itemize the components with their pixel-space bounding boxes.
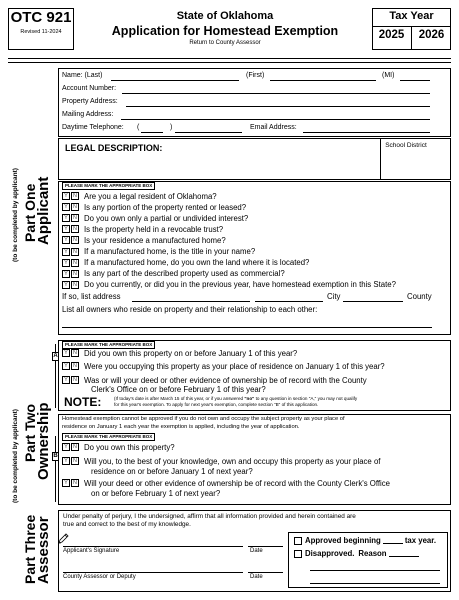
approved-tail: tax year. — [404, 536, 437, 545]
name-mi-field[interactable] — [400, 80, 430, 81]
part-three-title: Part Three — [22, 514, 38, 584]
b-q3-text-cont: on or before February 1 of next year? — [91, 489, 221, 498]
question-text: Is any portion of the property rented or leased? — [84, 202, 247, 212]
part-one-question — [62, 235, 226, 245]
form-id: OTC 921 — [10, 9, 72, 26]
assessor-date-label: Date — [250, 574, 263, 580]
phone-label: Daytime Telephone: — [62, 124, 124, 131]
b-q2-text-cont: residence on or before January 1 of next year? — [91, 467, 253, 476]
assessor-signature-field[interactable] — [63, 572, 243, 573]
b-intro-1: Homestead exemption cannot be approved if you do not own and occupy the subject property as your place of — [62, 416, 345, 422]
note-text-1b: to any question in section "A," you may not qualify — [254, 396, 358, 401]
if-so-label: If so, list address — [62, 292, 121, 301]
part-one-title: Part One — [22, 183, 38, 242]
name-first-field[interactable] — [270, 80, 376, 81]
question-yes-box[interactable]: Y — [62, 259, 70, 267]
question-text: If a manufactured home, is the title in your name? — [84, 247, 256, 256]
part-one-question — [62, 213, 248, 223]
question-yes-box[interactable]: Y — [62, 192, 70, 200]
disapproved-checkbox[interactable] — [294, 550, 302, 558]
question-yes-box[interactable]: Y — [62, 281, 70, 289]
property-address-label: Property Address: — [62, 98, 118, 105]
b-q3-yes[interactable]: Y — [62, 479, 70, 487]
all-owners-label: List all owners who reside on property and their relationship to each other: — [62, 305, 318, 314]
tax-year-2026[interactable]: 2026 — [418, 29, 445, 41]
b-q1-text: Do you own this property? — [84, 442, 175, 452]
phone-close-paren: ) — [170, 124, 173, 131]
b-intro-2: residence on January 1 each year the exemption is applied, including the year of application. — [62, 423, 300, 430]
question-yes-box[interactable]: Y — [62, 214, 70, 222]
part-two-title: Part Two — [22, 403, 38, 462]
b-q2-text: Will you, to the best of your knowledge, own and occupy this property as your place of — [84, 456, 381, 466]
a-q1-yes[interactable]: Y — [62, 349, 70, 357]
disapproved-label: Disapproved. — [305, 549, 355, 558]
question-no-box[interactable]: N — [71, 259, 79, 267]
question-no-box[interactable]: N — [71, 281, 79, 289]
revised-date: Revised 11-2024 — [20, 29, 62, 35]
question-text: Is the property held in a revocable trust? — [84, 224, 224, 234]
a-q2-text: Were you occupying this property as your place of residence on January 1 of this year? — [84, 361, 385, 371]
state-heading: State of Oklahoma — [176, 10, 274, 22]
if-so-extra-field[interactable] — [255, 301, 323, 302]
assessor-signature-label: County Assessor or Deputy — [63, 574, 136, 580]
question-yes-box[interactable]: Y — [62, 203, 70, 211]
a-q1-no[interactable]: N — [71, 349, 79, 357]
part-one-question — [62, 247, 255, 257]
mailing-address-label: Mailing Address: — [62, 111, 114, 118]
email-field[interactable] — [303, 132, 430, 133]
a-q2-no[interactable]: N — [71, 362, 79, 370]
a-q2-yes[interactable]: Y — [62, 362, 70, 370]
applicant-date-field[interactable] — [248, 546, 283, 547]
question-no-box[interactable]: N — [71, 270, 79, 278]
question-text: If a manufactured home, do you own the land where it is located? — [84, 258, 310, 268]
b-question-1 — [62, 442, 175, 452]
question-no-box[interactable]: N — [71, 248, 79, 256]
part-one-question — [62, 280, 396, 290]
tax-year-2025[interactable]: 2025 — [378, 29, 405, 41]
section-b-box-header: PLEASE MARK THE APPROPRIATE BOX — [62, 433, 155, 441]
perjury-statement — [63, 513, 356, 529]
b-q2-no[interactable]: N — [71, 457, 79, 465]
b-question-2 — [62, 456, 380, 466]
property-address-field[interactable] — [126, 106, 430, 107]
a-question-2 — [62, 361, 385, 371]
reason-line-2[interactable] — [310, 570, 440, 571]
school-district-label: School District — [385, 142, 427, 149]
form-title: Application for Homestead Exemption — [111, 24, 339, 38]
approved-row — [294, 536, 436, 545]
part-one-question — [62, 191, 217, 201]
applicant-signature-label: Applicant's Signature — [63, 548, 120, 554]
approved-checkbox[interactable] — [294, 537, 302, 545]
approved-year-field[interactable] — [383, 543, 403, 544]
a-question-1 — [62, 348, 297, 358]
note-label: NOTE: — [64, 395, 102, 409]
b-q1-no[interactable]: N — [71, 443, 79, 451]
a-q3-text: Was or will your deed or other evidence of ownership be of record with the County — [84, 375, 367, 385]
question-text: Are you a legal resident of Oklahoma? — [84, 191, 217, 201]
phone-number-field[interactable] — [175, 132, 242, 133]
part-two-subtitle: Ownership — [35, 402, 52, 480]
name-first-label: (First) — [246, 72, 265, 79]
b-q2-yes[interactable]: Y — [62, 457, 70, 465]
question-text: Is your residence a manufactured home? — [84, 235, 226, 245]
b-question-3 — [62, 478, 390, 488]
question-text: Is any part of the described property used as commercial? — [84, 269, 285, 279]
part-one-question — [62, 224, 223, 234]
mailing-address-field[interactable] — [121, 119, 430, 120]
phone-open-paren: ( — [137, 124, 140, 131]
note-text-2: for this year's exemption. To apply for next year's exemption, complete section "B" of this application. — [114, 402, 319, 407]
reason-line-3[interactable] — [310, 583, 440, 584]
part-one-question — [62, 269, 285, 279]
part-three-subtitle: Assessor — [35, 516, 52, 584]
account-label: Account Number: — [62, 85, 117, 92]
question-yes-box[interactable]: Y — [62, 270, 70, 278]
if-so-address-field[interactable] — [132, 301, 250, 302]
note-text-no: "no" — [244, 396, 255, 401]
legal-description-label: LEGAL DESCRIPTION: — [65, 143, 163, 153]
question-text: Do you own only a partial or undivided interest? — [84, 213, 249, 223]
assessor-date-field[interactable] — [248, 572, 283, 573]
question-no-box[interactable]: N — [71, 225, 79, 233]
disapproved-row — [294, 549, 419, 558]
question-no-box[interactable]: N — [71, 236, 79, 244]
b-intro — [62, 416, 345, 431]
b-q1-yes[interactable]: Y — [62, 443, 70, 451]
question-yes-box[interactable]: Y — [62, 225, 70, 233]
name-mi-label: (MI) — [382, 72, 395, 79]
name-last-field[interactable] — [111, 80, 239, 81]
part-two-note: (to be completed by applicant) — [12, 409, 19, 503]
question-text: Do you currently, or did you in the previous year, have homestead exemption in this State? — [84, 280, 396, 290]
a-q1-text: Did you own this property on or before January 1 of this year? — [84, 348, 298, 358]
name-last-label: Name: (Last) — [62, 72, 103, 79]
applicant-date-label: Date — [250, 548, 263, 554]
part-one-box-header: PLEASE MARK THE APPROPRIATE BOX — [62, 182, 155, 190]
applicant-signature-field[interactable] — [63, 546, 243, 547]
a-q3-text-cont: Clerk's Office on or before February 1 of this year? — [91, 385, 266, 394]
part-one-question — [62, 258, 309, 268]
note-text-1a: (If today's date is after March 15 of this year, or if you answered — [114, 396, 245, 401]
question-no-box[interactable]: N — [71, 214, 79, 222]
reason-field[interactable] — [389, 556, 419, 557]
b-q3-text: Will your deed or other evidence of ownership be of record with the County Clerk's Office — [84, 478, 391, 488]
phone-area-field[interactable] — [141, 132, 163, 133]
b-q3-no[interactable]: N — [71, 479, 79, 487]
part-one-question — [62, 202, 246, 212]
email-label: Email Address: — [250, 124, 297, 131]
county-label: County — [407, 292, 432, 301]
question-yes-box[interactable]: Y — [62, 248, 70, 256]
approved-label: Approved beginning — [305, 536, 381, 545]
tax-year-label: Tax Year — [389, 10, 434, 22]
a-q3-no[interactable]: N — [71, 376, 79, 384]
all-owners-field[interactable] — [62, 327, 432, 328]
part-one-note: (to be completed by applicant) — [12, 168, 19, 262]
perjury-2: true and correct to the best of my knowledge. — [63, 521, 191, 528]
a-q3-yes[interactable]: Y — [62, 376, 70, 384]
section-a-label: A — [53, 353, 58, 359]
section-a-box-header: PLEASE MARK THE APPROPRIATE BOX — [62, 341, 155, 349]
question-no-box[interactable]: N — [71, 192, 79, 200]
city-field[interactable] — [343, 301, 403, 302]
note-text — [114, 396, 357, 408]
perjury-1: Under penalty of perjury, I the undersigned, affirm that all information provided and herein contained are — [63, 513, 356, 520]
section-b-label: B — [53, 453, 58, 459]
part-one-subtitle: Applicant — [35, 176, 52, 245]
pen-icon — [58, 532, 70, 544]
question-no-box[interactable]: N — [71, 203, 79, 211]
question-yes-box[interactable]: Y — [62, 236, 70, 244]
reason-label: Reason — [358, 549, 387, 558]
a-question-3 — [62, 375, 367, 385]
city-label: City — [327, 292, 341, 301]
account-field[interactable] — [122, 93, 430, 94]
form-subtitle: Return to County Assessor — [189, 40, 261, 46]
